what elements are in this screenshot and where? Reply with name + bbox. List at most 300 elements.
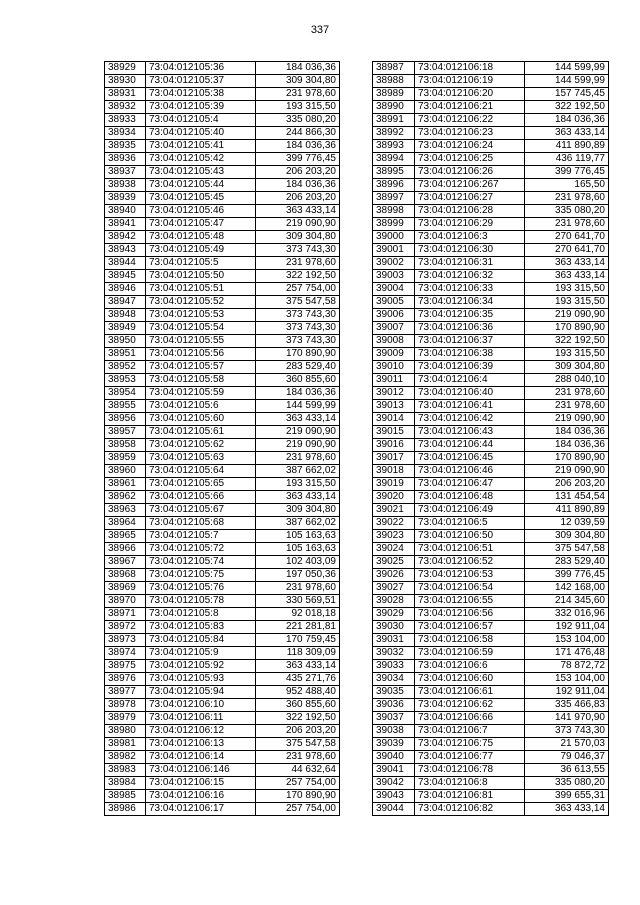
table-row — [105, 699, 340, 712]
cadastral-value-cell: 360 855,60 — [256, 374, 340, 387]
row-number-cell: 38988 — [373, 75, 415, 88]
cadastral-value-cell: 219 090,90 — [256, 218, 340, 231]
cadastral-number-cell: 73:04:012106:78 — [415, 764, 525, 777]
row-number-cell: 38987 — [373, 62, 415, 75]
table-row — [105, 335, 340, 348]
cadastral-number-cell: 73:04:012106:4 — [415, 374, 525, 387]
cadastral-number-cell: 73:04:012106:20 — [415, 88, 525, 101]
page-number: 337 — [310, 24, 330, 36]
row-number-cell: 38946 — [105, 283, 146, 296]
row-number-cell: 39011 — [373, 374, 415, 387]
cadastral-number-cell: 73:04:012105:74 — [146, 556, 256, 569]
cadastral-number-cell: 73:04:012106:62 — [415, 699, 525, 712]
cadastral-number-cell: 73:04:012105:9 — [146, 647, 256, 660]
cadastral-value-cell: 373 743,30 — [256, 244, 340, 257]
cadastral-value-cell: 363 433,14 — [256, 205, 340, 218]
cadastral-number-cell: 73:04:012106:34 — [415, 296, 525, 309]
cadastral-number-cell: 73:04:012106:5 — [415, 517, 525, 530]
row-number-cell: 38948 — [105, 309, 146, 322]
cadastral-number-cell: 73:04:012106:60 — [415, 673, 525, 686]
table-row — [373, 530, 609, 543]
table-row — [373, 751, 609, 764]
table-row — [373, 218, 609, 231]
cadastral-number-cell: 73:04:012105:6 — [146, 400, 256, 413]
cadastral-number-cell: 73:04:012105:75 — [146, 569, 256, 582]
row-number-cell: 38968 — [105, 569, 146, 582]
cadastral-value-cell: 309 304,80 — [525, 530, 609, 543]
cadastral-number-cell: 73:04:012105:5 — [146, 257, 256, 270]
table-row — [373, 725, 609, 738]
table-row — [373, 582, 609, 595]
row-number-cell: 38932 — [105, 101, 146, 114]
row-number-cell: 38951 — [105, 348, 146, 361]
cadastral-number-cell: 73:04:012105:49 — [146, 244, 256, 257]
cadastral-value-cell: 193 315,50 — [525, 296, 609, 309]
cadastral-value-cell: 184 036,36 — [256, 179, 340, 192]
table-row — [373, 478, 609, 491]
cadastral-number-cell: 73:04:012105:72 — [146, 543, 256, 556]
cadastral-number-cell: 73:04:012105:62 — [146, 439, 256, 452]
cadastral-number-cell: 73:04:012106:39 — [415, 361, 525, 374]
cadastral-number-cell: 73:04:012105:40 — [146, 127, 256, 140]
row-number-cell: 39044 — [373, 803, 415, 816]
cadastral-number-cell: 73:04:012106:82 — [415, 803, 525, 816]
table-row — [105, 790, 340, 803]
cadastral-value-cell: 309 304,80 — [525, 361, 609, 374]
row-number-cell: 38935 — [105, 140, 146, 153]
table-row — [373, 621, 609, 634]
table-row — [373, 62, 609, 75]
table-row — [105, 439, 340, 452]
table-row — [105, 140, 340, 153]
cadastral-value-cell: 399 776,45 — [256, 153, 340, 166]
table-row — [373, 283, 609, 296]
row-number-cell: 38996 — [373, 179, 415, 192]
cadastral-number-cell: 73:04:012106:55 — [415, 595, 525, 608]
cadastral-value-cell: 335 080,20 — [256, 114, 340, 127]
row-number-cell: 38938 — [105, 179, 146, 192]
row-number-cell: 38941 — [105, 218, 146, 231]
cadastral-number-cell: 73:04:012105:61 — [146, 426, 256, 439]
row-number-cell: 38942 — [105, 231, 146, 244]
row-number-cell: 39017 — [373, 452, 415, 465]
row-number-cell: 39026 — [373, 569, 415, 582]
cadastral-number-cell: 73:04:012106:10 — [146, 699, 256, 712]
table-row — [373, 712, 609, 725]
table-row — [373, 127, 609, 140]
cadastral-value-cell: 219 090,90 — [256, 439, 340, 452]
cadastral-value-cell: 79 046,37 — [525, 751, 609, 764]
row-number-cell: 39015 — [373, 426, 415, 439]
row-number-cell: 38981 — [105, 738, 146, 751]
left-register-table — [104, 61, 340, 816]
cadastral-number-cell: 73:04:012106:35 — [415, 309, 525, 322]
cadastral-value-cell: 131 454,54 — [525, 491, 609, 504]
table-row — [373, 296, 609, 309]
right-register-table — [372, 61, 609, 816]
cadastral-value-cell: 375 547,58 — [256, 296, 340, 309]
cadastral-value-cell: 144 599,99 — [525, 75, 609, 88]
cadastral-value-cell: 270 641,70 — [525, 231, 609, 244]
row-number-cell: 39006 — [373, 309, 415, 322]
cadastral-number-cell: 73:04:012106:51 — [415, 543, 525, 556]
table-row — [105, 296, 340, 309]
table-row — [373, 205, 609, 218]
table-row — [105, 712, 340, 725]
row-number-cell: 39003 — [373, 270, 415, 283]
cadastral-number-cell: 73:04:012106:267 — [415, 179, 525, 192]
cadastral-value-cell: 170 890,90 — [256, 348, 340, 361]
table-row — [105, 75, 340, 88]
row-number-cell: 38993 — [373, 140, 415, 153]
row-number-cell: 38943 — [105, 244, 146, 257]
cadastral-number-cell: 73:04:012105:39 — [146, 101, 256, 114]
cadastral-number-cell: 73:04:012105:93 — [146, 673, 256, 686]
cadastral-value-cell: 270 641,70 — [525, 244, 609, 257]
cadastral-value-cell: 322 192,50 — [525, 101, 609, 114]
cadastral-number-cell: 73:04:012106:75 — [415, 738, 525, 751]
row-number-cell: 39002 — [373, 257, 415, 270]
table-row — [105, 452, 340, 465]
cadastral-number-cell: 73:04:012105:37 — [146, 75, 256, 88]
row-number-cell: 39043 — [373, 790, 415, 803]
cadastral-value-cell: 197 050,36 — [256, 569, 340, 582]
table-row — [105, 374, 340, 387]
row-number-cell: 39041 — [373, 764, 415, 777]
cadastral-number-cell: 73:04:012106:47 — [415, 478, 525, 491]
cadastral-number-cell: 73:04:012106:66 — [415, 712, 525, 725]
table-row — [105, 686, 340, 699]
row-number-cell: 38976 — [105, 673, 146, 686]
table-row — [373, 777, 609, 790]
row-number-cell: 39021 — [373, 504, 415, 517]
row-number-cell: 39001 — [373, 244, 415, 257]
row-number-cell: 38974 — [105, 647, 146, 660]
row-number-cell: 39009 — [373, 348, 415, 361]
row-number-cell: 38969 — [105, 582, 146, 595]
cadastral-value-cell: 231 978,60 — [256, 582, 340, 595]
row-number-cell: 38979 — [105, 712, 146, 725]
table-row — [373, 686, 609, 699]
cadastral-number-cell: 73:04:012105:60 — [146, 413, 256, 426]
row-number-cell: 39023 — [373, 530, 415, 543]
table-row — [105, 400, 340, 413]
cadastral-value-cell: 170 890,90 — [525, 452, 609, 465]
table-row — [373, 335, 609, 348]
row-number-cell: 38939 — [105, 192, 146, 205]
cadastral-number-cell: 73:04:012105:68 — [146, 517, 256, 530]
row-number-cell: 38985 — [105, 790, 146, 803]
table-row — [105, 621, 340, 634]
cadastral-value-cell: 373 743,30 — [256, 335, 340, 348]
row-number-cell: 39018 — [373, 465, 415, 478]
cadastral-number-cell: 73:04:012105:84 — [146, 634, 256, 647]
cadastral-number-cell: 73:04:012106:15 — [146, 777, 256, 790]
cadastral-value-cell: 78 872,72 — [525, 660, 609, 673]
cadastral-value-cell: 141 970,90 — [525, 712, 609, 725]
cadastral-value-cell: 363 433,14 — [525, 257, 609, 270]
cadastral-number-cell: 73:04:012105:7 — [146, 530, 256, 543]
row-number-cell: 38936 — [105, 153, 146, 166]
row-number-cell: 39028 — [373, 595, 415, 608]
cadastral-value-cell: 399 655,31 — [525, 790, 609, 803]
cadastral-number-cell: 73:04:012106:44 — [415, 439, 525, 452]
cadastral-value-cell: 206 203,20 — [525, 478, 609, 491]
row-number-cell: 39022 — [373, 517, 415, 530]
table-row — [105, 257, 340, 270]
table-row — [373, 88, 609, 101]
row-number-cell: 39042 — [373, 777, 415, 790]
cadastral-number-cell: 73:04:012105:64 — [146, 465, 256, 478]
row-number-cell: 38949 — [105, 322, 146, 335]
table-row — [105, 764, 340, 777]
cadastral-value-cell: 105 163,63 — [256, 530, 340, 543]
table-row — [105, 127, 340, 140]
cadastral-number-cell: 73:04:012105:43 — [146, 166, 256, 179]
table-row — [373, 413, 609, 426]
row-number-cell: 39019 — [373, 478, 415, 491]
table-row — [105, 192, 340, 205]
cadastral-value-cell: 309 304,80 — [256, 231, 340, 244]
row-number-cell: 38959 — [105, 452, 146, 465]
table-row — [373, 192, 609, 205]
cadastral-value-cell: 363 433,14 — [256, 413, 340, 426]
table-row — [105, 361, 340, 374]
cadastral-number-cell: 73:04:012106:17 — [146, 803, 256, 816]
table-row — [105, 556, 340, 569]
cadastral-number-cell: 73:04:012106:42 — [415, 413, 525, 426]
cadastral-number-cell: 73:04:012105:92 — [146, 660, 256, 673]
cadastral-value-cell: 192 911,04 — [525, 686, 609, 699]
cadastral-value-cell: 387 662,02 — [256, 517, 340, 530]
table-row — [373, 699, 609, 712]
table-row — [373, 764, 609, 777]
cadastral-value-cell: 309 304,80 — [256, 75, 340, 88]
row-number-cell: 38962 — [105, 491, 146, 504]
table-row — [105, 543, 340, 556]
cadastral-value-cell: 411 890,89 — [525, 504, 609, 517]
row-number-cell: 39025 — [373, 556, 415, 569]
row-number-cell: 38966 — [105, 543, 146, 556]
row-number-cell: 38999 — [373, 218, 415, 231]
table-row — [373, 257, 609, 270]
cadastral-number-cell: 73:04:012106:77 — [415, 751, 525, 764]
cadastral-number-cell: 73:04:012106:58 — [415, 634, 525, 647]
cadastral-value-cell: 92 018,18 — [256, 608, 340, 621]
row-number-cell: 39039 — [373, 738, 415, 751]
table-row — [105, 725, 340, 738]
row-number-cell: 39030 — [373, 621, 415, 634]
cadastral-value-cell: 335 080,20 — [525, 205, 609, 218]
row-number-cell: 38957 — [105, 426, 146, 439]
row-number-cell: 39020 — [373, 491, 415, 504]
table-row — [373, 231, 609, 244]
cadastral-value-cell: 102 403,09 — [256, 556, 340, 569]
row-number-cell: 39033 — [373, 660, 415, 673]
cadastral-number-cell: 73:04:012106:13 — [146, 738, 256, 751]
cadastral-number-cell: 73:04:012105:78 — [146, 595, 256, 608]
cadastral-number-cell: 73:04:012106:7 — [415, 725, 525, 738]
cadastral-number-cell: 73:04:012106:52 — [415, 556, 525, 569]
cadastral-value-cell: 231 978,60 — [256, 751, 340, 764]
row-number-cell: 39024 — [373, 543, 415, 556]
table-row — [373, 387, 609, 400]
table-row — [105, 231, 340, 244]
table-row — [373, 491, 609, 504]
cadastral-value-cell: 142 168,00 — [525, 582, 609, 595]
cadastral-value-cell: 288 040,10 — [525, 374, 609, 387]
row-number-cell: 39008 — [373, 335, 415, 348]
cadastral-value-cell: 244 866,30 — [256, 127, 340, 140]
table-row — [373, 452, 609, 465]
cadastral-number-cell: 73:04:012106:56 — [415, 608, 525, 621]
cadastral-number-cell: 73:04:012106:81 — [415, 790, 525, 803]
table-row — [105, 803, 340, 816]
row-number-cell: 38984 — [105, 777, 146, 790]
cadastral-number-cell: 73:04:012106:31 — [415, 257, 525, 270]
cadastral-value-cell: 363 433,14 — [525, 803, 609, 816]
cadastral-value-cell: 170 890,90 — [525, 322, 609, 335]
cadastral-value-cell: 157 745,45 — [525, 88, 609, 101]
cadastral-number-cell: 73:04:012106:23 — [415, 127, 525, 140]
table-row — [373, 153, 609, 166]
table-row — [373, 543, 609, 556]
cadastral-number-cell: 73:04:012105:63 — [146, 452, 256, 465]
table-row — [105, 504, 340, 517]
cadastral-value-cell: 170 890,90 — [256, 790, 340, 803]
cadastral-value-cell: 36 613,55 — [525, 764, 609, 777]
cadastral-value-cell: 231 978,60 — [256, 88, 340, 101]
cadastral-number-cell: 73:04:012106:48 — [415, 491, 525, 504]
cadastral-number-cell: 73:04:012105:38 — [146, 88, 256, 101]
table-row — [105, 166, 340, 179]
cadastral-number-cell: 73:04:012105:41 — [146, 140, 256, 153]
table-row — [373, 517, 609, 530]
cadastral-number-cell: 73:04:012105:8 — [146, 608, 256, 621]
cadastral-number-cell: 73:04:012106:25 — [415, 153, 525, 166]
cadastral-value-cell: 436 119,77 — [525, 153, 609, 166]
row-number-cell: 39038 — [373, 725, 415, 738]
row-number-cell: 39037 — [373, 712, 415, 725]
table-row — [373, 660, 609, 673]
cadastral-number-cell: 73:04:012105:57 — [146, 361, 256, 374]
table-row — [373, 595, 609, 608]
table-row — [373, 608, 609, 621]
cadastral-number-cell: 73:04:012106:59 — [415, 647, 525, 660]
row-number-cell: 38967 — [105, 556, 146, 569]
cadastral-value-cell: 206 203,20 — [256, 725, 340, 738]
cadastral-number-cell: 73:04:012106:61 — [415, 686, 525, 699]
cadastral-value-cell: 231 978,60 — [525, 400, 609, 413]
cadastral-value-cell: 219 090,90 — [525, 309, 609, 322]
row-number-cell: 39031 — [373, 634, 415, 647]
table-row — [105, 608, 340, 621]
cadastral-value-cell: 12 039,59 — [525, 517, 609, 530]
cadastral-value-cell: 144 599,99 — [525, 62, 609, 75]
cadastral-value-cell: 375 547,58 — [256, 738, 340, 751]
row-number-cell: 39027 — [373, 582, 415, 595]
cadastral-number-cell: 73:04:012106:24 — [415, 140, 525, 153]
row-number-cell: 38973 — [105, 634, 146, 647]
cadastral-value-cell: 363 433,14 — [525, 127, 609, 140]
cadastral-value-cell: 21 570,03 — [525, 738, 609, 751]
row-number-cell: 38964 — [105, 517, 146, 530]
table-row — [105, 114, 340, 127]
table-row — [105, 179, 340, 192]
cadastral-value-cell: 322 192,50 — [256, 270, 340, 283]
cadastral-number-cell: 73:04:012106:16 — [146, 790, 256, 803]
cadastral-number-cell: 73:04:012106:50 — [415, 530, 525, 543]
cadastral-number-cell: 73:04:012106:37 — [415, 335, 525, 348]
cadastral-number-cell: 73:04:012106:26 — [415, 166, 525, 179]
row-number-cell: 38955 — [105, 400, 146, 413]
cadastral-number-cell: 73:04:012105:42 — [146, 153, 256, 166]
cadastral-value-cell: 363 433,14 — [256, 491, 340, 504]
table-row — [373, 361, 609, 374]
cadastral-value-cell: 335 080,20 — [525, 777, 609, 790]
row-number-cell: 38980 — [105, 725, 146, 738]
table-row — [105, 491, 340, 504]
row-number-cell: 39000 — [373, 231, 415, 244]
cadastral-value-cell: 193 315,50 — [525, 348, 609, 361]
cadastral-number-cell: 73:04:012105:59 — [146, 387, 256, 400]
cadastral-value-cell: 283 529,40 — [256, 361, 340, 374]
cadastral-number-cell: 73:04:012106:54 — [415, 582, 525, 595]
row-number-cell: 39010 — [373, 361, 415, 374]
table-row — [105, 244, 340, 257]
row-number-cell: 39013 — [373, 400, 415, 413]
cadastral-number-cell: 73:04:012105:46 — [146, 205, 256, 218]
row-number-cell: 38954 — [105, 387, 146, 400]
table-row — [105, 595, 340, 608]
cadastral-number-cell: 73:04:012106:41 — [415, 400, 525, 413]
cadastral-number-cell: 73:04:012105:76 — [146, 582, 256, 595]
table-row — [105, 426, 340, 439]
table-row — [373, 140, 609, 153]
row-number-cell: 39004 — [373, 283, 415, 296]
cadastral-value-cell: 219 090,90 — [256, 426, 340, 439]
row-number-cell: 38989 — [373, 88, 415, 101]
table-row — [373, 647, 609, 660]
cadastral-value-cell: 399 776,45 — [525, 569, 609, 582]
cadastral-number-cell: 73:04:012106:21 — [415, 101, 525, 114]
cadastral-number-cell: 73:04:012106:28 — [415, 205, 525, 218]
cadastral-number-cell: 73:04:012105:94 — [146, 686, 256, 699]
cadastral-value-cell: 231 978,60 — [525, 218, 609, 231]
cadastral-number-cell: 73:04:012105:66 — [146, 491, 256, 504]
table-row — [373, 374, 609, 387]
cadastral-value-cell: 373 743,30 — [256, 322, 340, 335]
cadastral-value-cell: 206 203,20 — [256, 192, 340, 205]
cadastral-value-cell: 231 978,60 — [525, 192, 609, 205]
table-row — [105, 777, 340, 790]
cadastral-value-cell: 118 309,09 — [256, 647, 340, 660]
cadastral-number-cell: 73:04:012105:58 — [146, 374, 256, 387]
cadastral-number-cell: 73:04:012106:22 — [415, 114, 525, 127]
row-number-cell: 38950 — [105, 335, 146, 348]
cadastral-value-cell: 330 569,51 — [256, 595, 340, 608]
cadastral-value-cell: 214 345,60 — [525, 595, 609, 608]
table-row — [373, 569, 609, 582]
cadastral-value-cell: 231 978,60 — [525, 387, 609, 400]
cadastral-value-cell: 184 036,36 — [525, 439, 609, 452]
table-row — [373, 556, 609, 569]
cadastral-number-cell: 73:04:012105:52 — [146, 296, 256, 309]
row-number-cell: 38961 — [105, 478, 146, 491]
row-number-cell: 38940 — [105, 205, 146, 218]
table-row — [373, 790, 609, 803]
cadastral-value-cell: 153 104,00 — [525, 673, 609, 686]
